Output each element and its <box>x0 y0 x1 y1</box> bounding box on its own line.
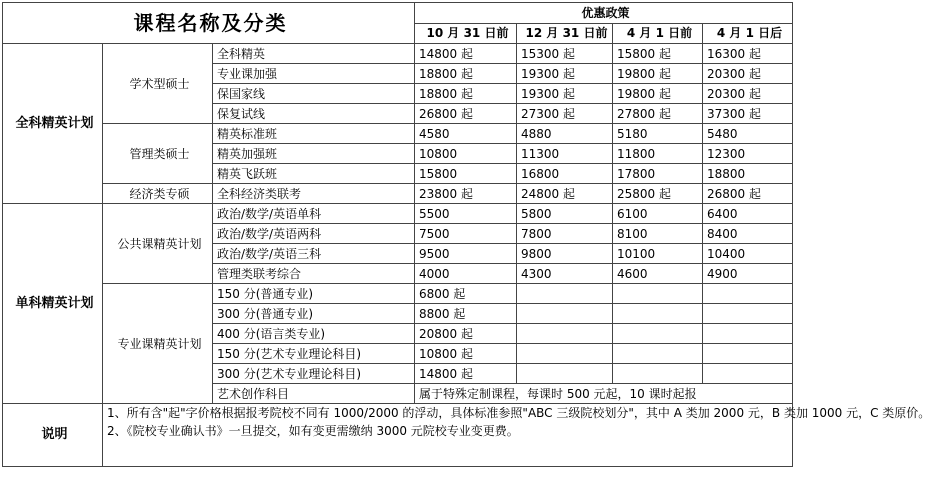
price-cell: 17800 <box>613 164 703 184</box>
subgroup-public: 公共课精英计划 <box>103 204 213 284</box>
price-cell: 20300 起 <box>703 84 793 104</box>
empty-cell <box>703 284 793 304</box>
course-name: 保复试线 <box>213 104 415 124</box>
price-cell: 5480 <box>703 124 793 144</box>
price-cell: 4580 <box>415 124 517 144</box>
course-name: 全科经济类联考 <box>213 184 415 204</box>
price-cell: 4300 <box>517 264 613 284</box>
price-cell: 6800 起 <box>415 284 517 304</box>
price-cell: 4900 <box>703 264 793 284</box>
price-cell: 12300 <box>703 144 793 164</box>
subgroup-management: 管理类硕士 <box>103 124 213 184</box>
price-cell: 5500 <box>415 204 517 224</box>
course-name: 150 分(普通专业) <box>213 284 415 304</box>
table-row <box>3 44 793 64</box>
price-cell: 8100 <box>613 224 703 244</box>
price-cell: 4880 <box>517 124 613 144</box>
price-cell: 14800 起 <box>415 44 517 64</box>
notes-cell <box>103 404 930 467</box>
empty-cell <box>613 304 703 324</box>
price-cell: 10800 <box>415 144 517 164</box>
price-cell: 19300 起 <box>517 84 613 104</box>
price-cell: 10800 起 <box>415 344 517 364</box>
empty-cell <box>517 344 613 364</box>
subgroup-academic: 学术型硕士 <box>103 44 213 124</box>
price-cell: 27800 起 <box>613 104 703 124</box>
period-header: 4 月 1 日前 <box>613 23 703 44</box>
price-cell: 11800 <box>613 144 703 164</box>
price-cell: 14800 起 <box>415 364 517 384</box>
table-row <box>3 124 793 144</box>
price-cell: 19800 起 <box>613 84 703 104</box>
price-cell: 11300 <box>517 144 613 164</box>
price-cell: 19800 起 <box>613 64 703 84</box>
price-cell: 37300 起 <box>703 104 793 124</box>
course-name: 艺术创作科目 <box>213 384 415 404</box>
course-name: 专业课加强 <box>213 64 415 84</box>
price-table <box>2 2 930 467</box>
course-name: 300 分(艺术专业理论科目) <box>213 364 415 384</box>
empty-cell <box>703 364 793 384</box>
price-cell: 20300 起 <box>703 64 793 84</box>
group-full: 全科精英计划 <box>3 44 103 204</box>
price-cell: 4600 <box>613 264 703 284</box>
course-name: 政治/数学/英语单科 <box>213 204 415 224</box>
empty-cell <box>517 324 613 344</box>
price-cell: 27300 起 <box>517 104 613 124</box>
notes-row <box>3 404 793 467</box>
price-cell: 26800 起 <box>703 184 793 204</box>
price-cell: 5800 <box>517 204 613 224</box>
price-cell: 8400 <box>703 224 793 244</box>
price-cell: 6400 <box>703 204 793 224</box>
subgroup-economics: 经济类专硕 <box>103 184 213 204</box>
price-cell: 16300 起 <box>703 44 793 64</box>
table-row <box>3 184 793 204</box>
price-cell: 16800 <box>517 164 613 184</box>
course-name: 400 分(语言类专业) <box>213 324 415 344</box>
period-header: 12 月 31 日前 <box>517 23 613 44</box>
period-header: 4 月 1 日后 <box>703 23 793 44</box>
group-single: 单科精英计划 <box>3 204 103 404</box>
course-name: 精英标准班 <box>213 124 415 144</box>
empty-cell <box>613 364 703 384</box>
course-name: 保国家线 <box>213 84 415 104</box>
course-name: 管理类联考综合 <box>213 264 415 284</box>
empty-cell <box>517 284 613 304</box>
discount-header: 优惠政策 <box>415 3 793 24</box>
empty-cell <box>613 284 703 304</box>
price-cell: 15800 起 <box>613 44 703 64</box>
price-cell: 10400 <box>703 244 793 264</box>
header-row-1 <box>3 3 793 24</box>
course-name: 300 分(普通专业) <box>213 304 415 324</box>
price-cell: 18800 起 <box>415 84 517 104</box>
price-cell: 25800 起 <box>613 184 703 204</box>
table-title: 课程名称及分类 <box>3 3 415 44</box>
empty-cell <box>613 344 703 364</box>
period-header: 10 月 31 日前 <box>415 23 517 44</box>
empty-cell <box>517 364 613 384</box>
note-line: 1、所有含"起"字价格根据报考院校不同有 1000/2000 的浮动，具体标准参照"ABC 三级院校划分"，其中 A 类加 2000 元，B 类加 1000 元，C 类原价。 <box>107 406 930 420</box>
price-cell: 24800 起 <box>517 184 613 204</box>
price-cell: 8800 起 <box>415 304 517 324</box>
note-line: 2、《院校专业确认书》一旦提交，如有变更需缴纳 3000 元院校专业变更费。 <box>107 424 519 438</box>
notes-label: 说明 <box>3 404 103 467</box>
course-name: 150 分(艺术专业理论科目) <box>213 344 415 364</box>
table-row <box>3 204 793 224</box>
empty-cell <box>703 304 793 324</box>
price-cell: 20800 起 <box>415 324 517 344</box>
empty-cell <box>703 344 793 364</box>
empty-cell <box>517 304 613 324</box>
price-cell: 9500 <box>415 244 517 264</box>
price-cell: 7500 <box>415 224 517 244</box>
course-name: 精英加强班 <box>213 144 415 164</box>
empty-cell <box>703 324 793 344</box>
course-name: 政治/数学/英语两科 <box>213 224 415 244</box>
empty-cell <box>613 324 703 344</box>
price-cell: 5180 <box>613 124 703 144</box>
price-cell: 属于特殊定制课程，每课时 500 元起，10 课时起报 <box>415 384 793 404</box>
price-cell: 15300 起 <box>517 44 613 64</box>
course-name: 政治/数学/英语三科 <box>213 244 415 264</box>
course-name: 精英飞跃班 <box>213 164 415 184</box>
price-cell: 18800 <box>703 164 793 184</box>
subgroup-major: 专业课精英计划 <box>103 284 213 404</box>
price-cell: 4000 <box>415 264 517 284</box>
price-cell: 23800 起 <box>415 184 517 204</box>
price-cell: 18800 起 <box>415 64 517 84</box>
price-cell: 15800 <box>415 164 517 184</box>
table-row <box>3 284 793 304</box>
price-cell: 9800 <box>517 244 613 264</box>
price-cell: 7800 <box>517 224 613 244</box>
price-cell: 19300 起 <box>517 64 613 84</box>
price-cell: 6100 <box>613 204 703 224</box>
course-name: 全科精英 <box>213 44 415 64</box>
price-cell: 10100 <box>613 244 703 264</box>
price-cell: 26800 起 <box>415 104 517 124</box>
